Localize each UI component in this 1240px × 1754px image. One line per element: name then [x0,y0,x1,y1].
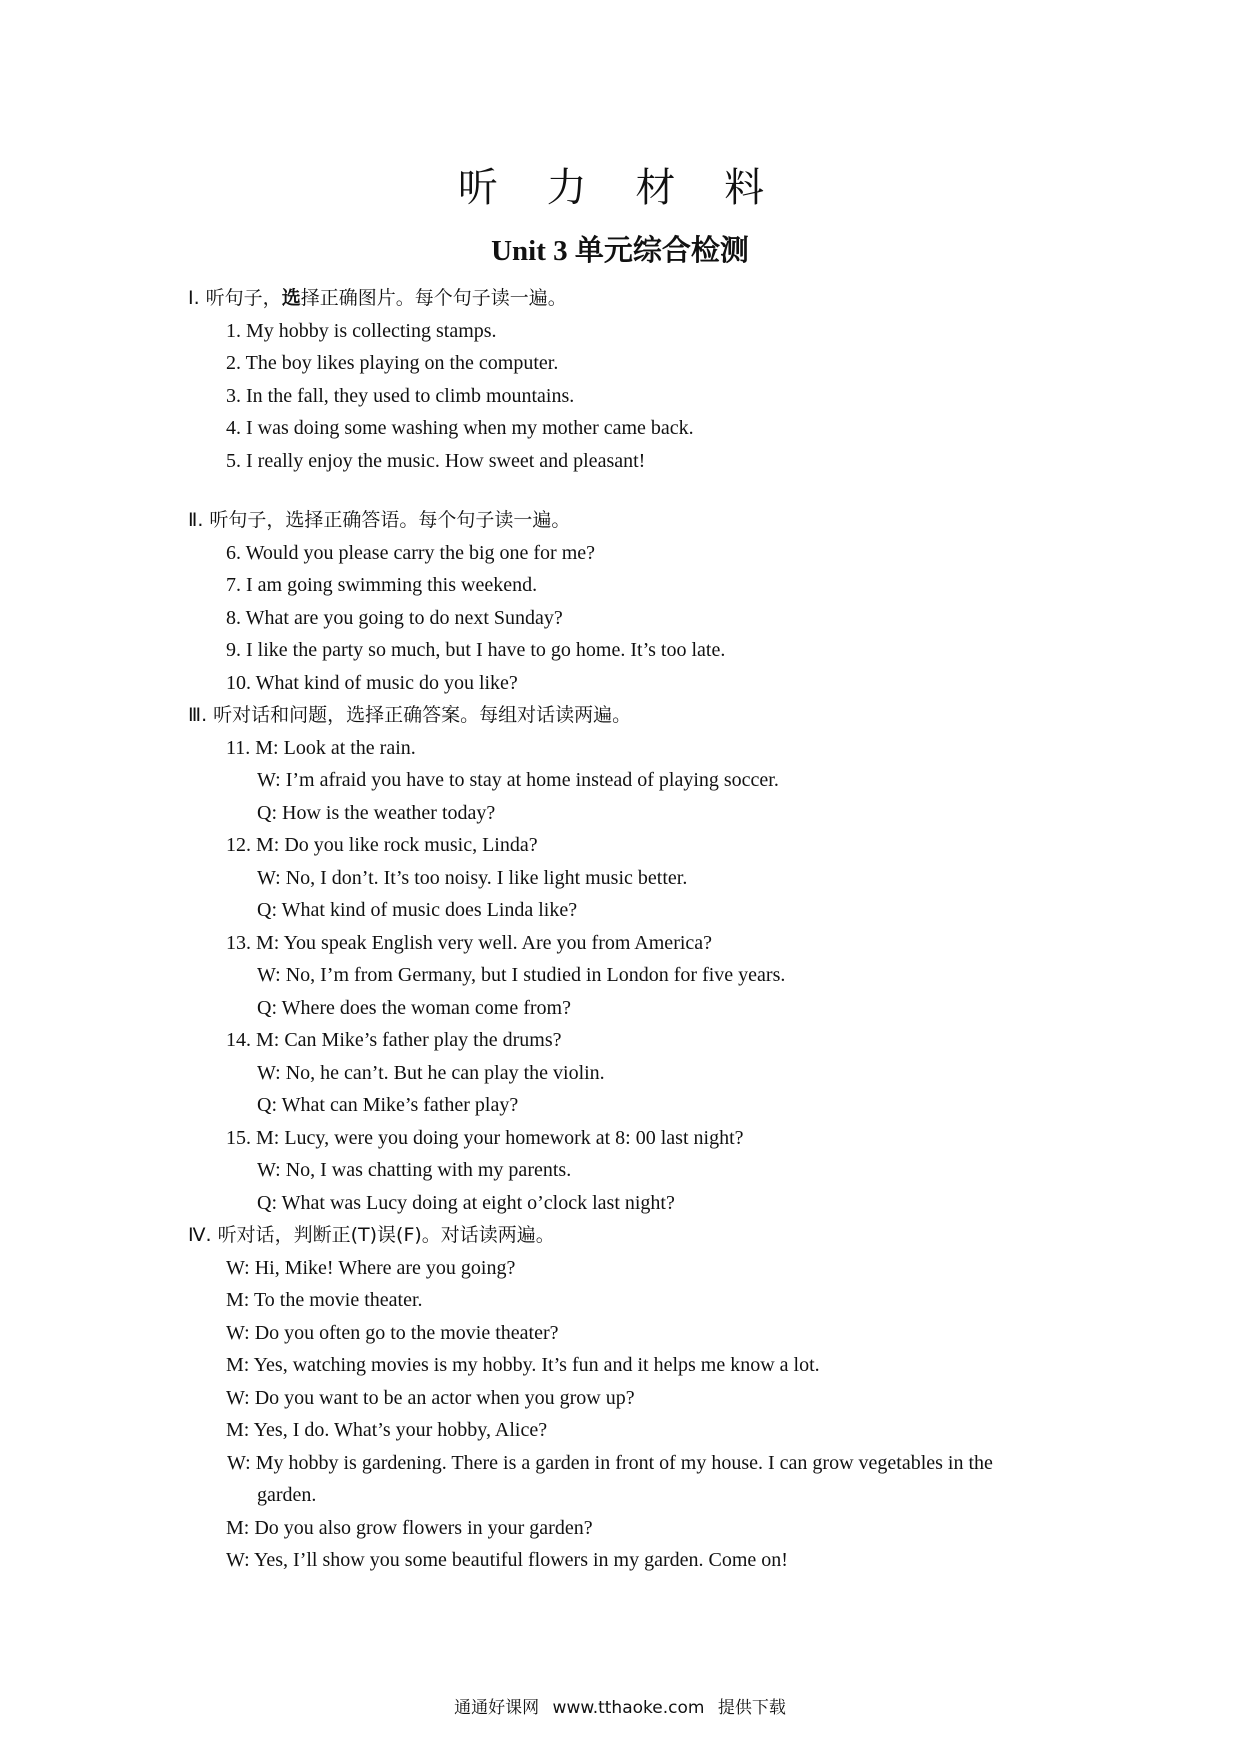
dialogue-line: W: Hi, Mike! Where are you going? [226,1256,516,1279]
page-subtitle: Unit 3 单元综合检测 [491,235,749,267]
dialogue-line: M: Yes, watching movies is my hobby. It’s fun and it helps me know a lot. [226,1354,820,1376]
section-1-heading-bold: 选 [281,287,301,309]
sentence-item: 8. What are you going to do next Sunday? [226,606,563,629]
dialogue-woman-line: W: No, I’m from Germany, but I studied in London for five years. [257,964,786,986]
sentence-item: 3. In the fall, they used to climb mountains. [226,384,575,407]
dialogue-question-line: Q: What can Mike’s father play? [257,1094,519,1116]
dialogue-line: W: Yes, I’ll show you some beautiful flowers in my garden. Come on! [226,1549,788,1571]
section-2-heading: Ⅱ. 听句子，选择正确答语。每个句子读一遍。 [188,509,571,531]
sentence-item: 6. Would you please carry the big one for me? [226,541,596,564]
dialogue-woman-line: W: No, he can’t. But he can play the violin. [257,1061,605,1084]
dialogue-man-line: 13. M: You speak English very well. Are you from America? [226,931,713,954]
section-1-heading-post: 择正确图片。每个句子读一遍。 [300,287,567,309]
dialogue-question-line: Q: What kind of music does Linda like? [257,899,578,921]
dialogue-question-line: Q: What was Lucy doing at eight o’clock last night? [257,1191,675,1214]
section-4-heading: Ⅳ. 听对话，判断正(T)误(F)。对话读两遍。 [188,1224,555,1246]
dialogue-man-line: 15. M: Lucy, were you doing your homework at 8: 00 last night? [226,1126,744,1149]
footer-note: 提供下载 [717,1698,786,1718]
sentence-item: 4. I was doing some washing when my mother came back. [226,417,694,439]
sentence-item: 5. I really enjoy the music. How sweet and pleasant! [226,449,646,472]
dialogue-line: M: Yes, I do. What’s your hobby, Alice? [226,1419,548,1441]
dialogue-woman-line: W: No, I don’t. It’s too noisy. I like light music better. [257,866,688,889]
section-gap [196,477,1076,504]
section-1-heading [188,282,1076,315]
footer-site-name: 通通好课网 [454,1698,540,1718]
document-body [188,282,1076,1577]
sentence-item: 9. I like the party so much, but I have to go home. It’s too late. [226,639,726,661]
section-1-heading-pre: Ⅰ. 听句子， [188,287,282,309]
sentence-item: 10. What kind of music do you like? [226,671,518,694]
dialogue-man-line: 12. M: Do you like rock music, Linda? [226,834,538,856]
dialogue-question-line: Q: How is the weather today? [257,801,496,824]
section-3-heading: Ⅲ. 听对话和问题，选择正确答案。每组对话读两遍。 [188,704,632,726]
sentence-item: 2. The boy likes playing on the computer. [226,352,559,374]
dialogue-question-line: Q: Where does the woman come from? [257,996,571,1019]
sentence-item: 1. My hobby is collecting stamps. [226,319,497,342]
dialogue-line: M: To the movie theater. [226,1289,423,1311]
page-title: 听 力 材 料 [457,165,783,211]
dialogue-line: W: My hobby is gardening. There is a garden in front of my house. I can grow vegetables in the garden. [227,1451,993,1506]
dialogue-woman-line: W: I’m afraid you have to stay at home instead of playing soccer. [257,769,779,791]
dialogue-line: M: Do you also grow flowers in your garden? [226,1516,593,1539]
dialogue-man-line: 14. M: Can Mike’s father play the drums? [226,1029,562,1051]
page-footer [0,1693,1240,1718]
dialogue-line: W: Do you often go to the movie theater? [226,1321,559,1344]
dialogue-man-line: 11. M: Look at the rain. [226,736,416,759]
sentence-item: 7. I am going swimming this weekend. [226,574,538,596]
dialogue-line: W: Do you want to be an actor when you grow up? [226,1386,635,1409]
footer-url[interactable]: www.tthaoke.com [552,1698,705,1718]
dialogue-woman-line: W: No, I was chatting with my parents. [257,1159,572,1181]
